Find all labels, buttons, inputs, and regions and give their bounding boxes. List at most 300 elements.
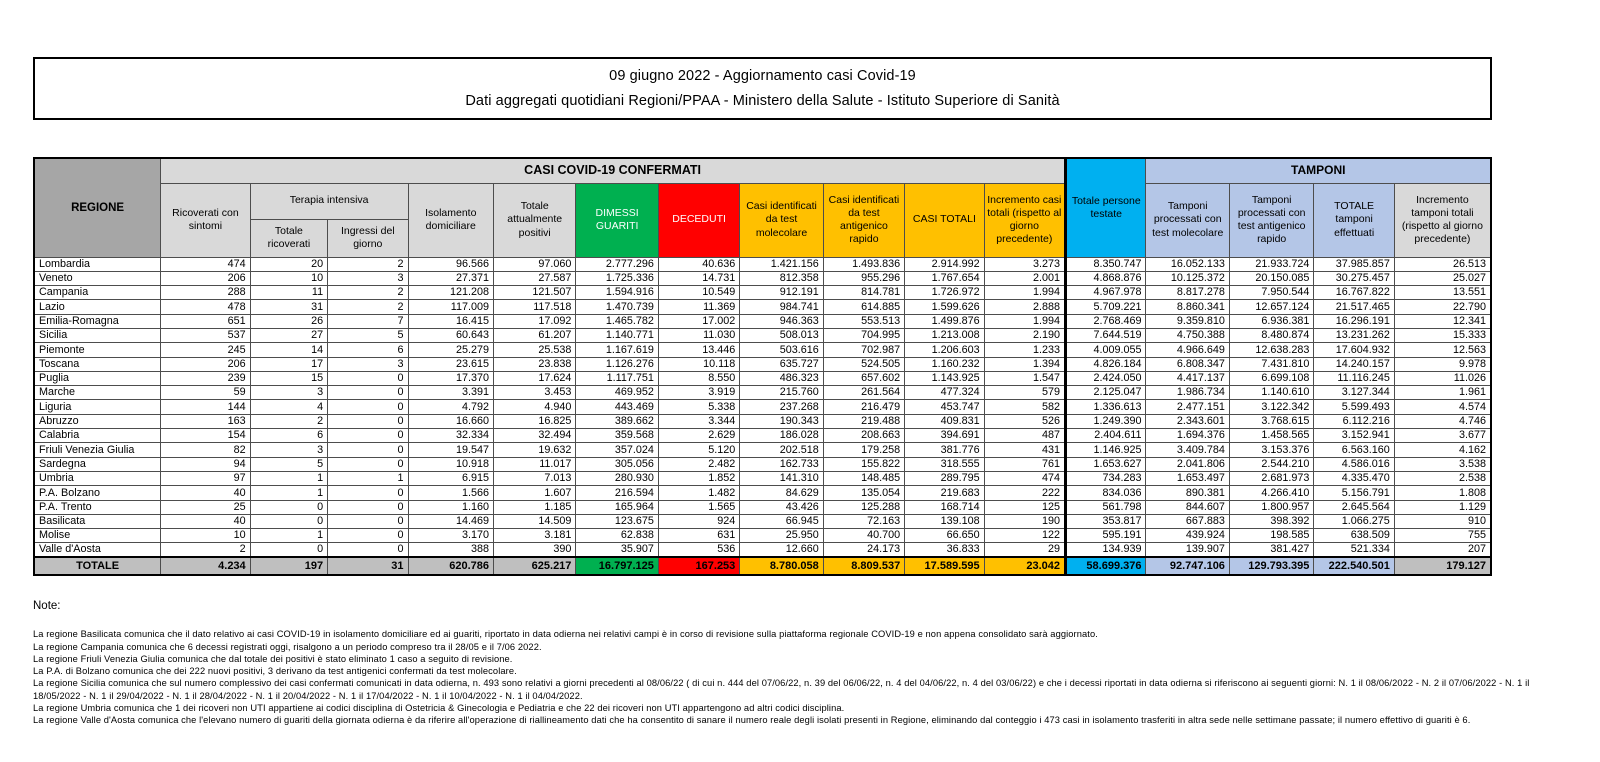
region-name: Piemonte xyxy=(34,343,161,357)
value-cell: 357.024 xyxy=(576,443,658,457)
value-cell: 122 xyxy=(984,529,1065,543)
value-cell: 734.283 xyxy=(1066,471,1146,485)
value-cell: 82 xyxy=(161,443,250,457)
value-cell: 29 xyxy=(984,543,1065,557)
value-cell: 10.125.372 xyxy=(1146,271,1229,285)
value-cell: 168.714 xyxy=(905,500,984,514)
value-cell: 0 xyxy=(328,486,408,500)
column-header-casi-antigenico: Casi identificati da test antigenico rapido xyxy=(823,183,904,257)
value-cell: 10.118 xyxy=(658,357,739,371)
value-cell: 190 xyxy=(984,514,1065,528)
value-cell: 1.994 xyxy=(984,314,1065,328)
value-cell: 31 xyxy=(328,557,408,575)
table-row xyxy=(34,271,1491,285)
value-cell: 10.918 xyxy=(408,457,493,471)
value-cell: 16.797.125 xyxy=(576,557,658,575)
value-cell: 16.825 xyxy=(493,414,575,428)
region-name: Puglia xyxy=(34,371,161,385)
value-cell: 443.469 xyxy=(576,400,658,414)
value-cell: 9.978 xyxy=(1394,357,1491,371)
value-cell: 4.586.016 xyxy=(1314,457,1394,471)
region-name: Sardegna xyxy=(34,457,161,471)
value-cell: 4.266.410 xyxy=(1229,486,1313,500)
value-cell: 1.852 xyxy=(658,471,739,485)
value-cell: 4.417.137 xyxy=(1146,371,1229,385)
value-cell: 9.359.810 xyxy=(1146,314,1229,328)
value-cell: 1.117.751 xyxy=(576,371,658,385)
value-cell: 1.694.376 xyxy=(1146,429,1229,443)
value-cell: 4.826.184 xyxy=(1066,357,1146,371)
value-cell: 5 xyxy=(250,457,327,471)
region-name: Veneto xyxy=(34,271,161,285)
value-cell: 1.482 xyxy=(658,486,739,500)
value-cell: 3 xyxy=(328,357,408,371)
value-cell: 12.657.124 xyxy=(1229,300,1313,314)
value-cell: 844.607 xyxy=(1146,500,1229,514)
value-cell: 1.143.925 xyxy=(905,371,984,385)
value-cell: 5.709.221 xyxy=(1066,300,1146,314)
value-cell: 84.629 xyxy=(740,486,823,500)
value-cell: 5.120 xyxy=(658,443,739,457)
value-cell: 3.768.615 xyxy=(1229,414,1313,428)
value-cell: 117.518 xyxy=(493,300,575,314)
table-row xyxy=(34,314,1491,328)
total-label: TOTALE xyxy=(34,557,161,575)
region-name: Sicilia xyxy=(34,328,161,342)
value-cell: 2.888 xyxy=(984,300,1065,314)
value-cell: 0 xyxy=(328,543,408,557)
value-cell: 394.691 xyxy=(905,429,984,443)
value-cell: 0 xyxy=(328,443,408,457)
table-row xyxy=(34,543,1491,557)
value-cell: 179.258 xyxy=(823,443,904,457)
value-cell: 6 xyxy=(328,343,408,357)
value-cell: 2 xyxy=(328,257,408,271)
value-cell: 755 xyxy=(1394,529,1491,543)
value-cell: 289.795 xyxy=(905,471,984,485)
region-name: Emilia-Romagna xyxy=(34,314,161,328)
table-row xyxy=(34,486,1491,500)
value-cell: 148.485 xyxy=(823,471,904,485)
value-cell: 390 xyxy=(493,543,575,557)
value-cell: 17.002 xyxy=(658,314,739,328)
covid-data-table xyxy=(33,157,1492,576)
value-cell: 409.831 xyxy=(905,414,984,428)
value-cell: 2.645.564 xyxy=(1314,500,1394,514)
value-cell: 190.343 xyxy=(740,414,823,428)
region-name: Campania xyxy=(34,286,161,300)
value-cell: 66.945 xyxy=(740,514,823,528)
value-cell: 3.538 xyxy=(1394,457,1491,471)
value-cell: 526 xyxy=(984,414,1065,428)
value-cell: 2 xyxy=(328,300,408,314)
value-cell: 486.323 xyxy=(740,371,823,385)
value-cell: 812.358 xyxy=(740,271,823,285)
value-cell: 19.632 xyxy=(493,443,575,457)
column-header-positivi: Totale attualmente positivi xyxy=(493,183,575,257)
value-cell: 0 xyxy=(250,500,327,514)
table-row xyxy=(34,328,1491,342)
value-cell: 614.885 xyxy=(823,300,904,314)
value-cell: 8.350.747 xyxy=(1066,257,1146,271)
value-cell: 17.589.595 xyxy=(905,557,984,575)
value-cell: 2.914.992 xyxy=(905,257,984,271)
value-cell: 17.092 xyxy=(493,314,575,328)
value-cell: 3.273 xyxy=(984,257,1065,271)
value-cell: 11.116.245 xyxy=(1314,371,1394,385)
column-header-incremento-casi: Incremento casi totali (rispetto al giorno precedente) xyxy=(984,183,1065,257)
value-cell: 62.838 xyxy=(576,529,658,543)
value-cell: 1 xyxy=(250,471,327,485)
value-cell: 8.817.278 xyxy=(1146,286,1229,300)
note-item: La regione Valle d'Aosta comunica che l'elevano numero di guariti della giornata odierna è da riferire all'operazione di riallineamento dati che ha consentito di sanare il numero reale degli isolati presenti in Regione, eliminando dal conteggio i 473 casi in isolamento trasferiti in altra sede nelle settimane passate; il numero effettivo di guariti è 6. xyxy=(33,715,1471,726)
value-cell: 17.370 xyxy=(408,371,493,385)
value-cell: 582 xyxy=(984,400,1065,414)
value-cell: 702.987 xyxy=(823,343,904,357)
column-header-ti-ingressi: Ingressi del giorno xyxy=(328,219,408,257)
table-row xyxy=(34,357,1491,371)
value-cell: 1.213.008 xyxy=(905,328,984,342)
value-cell: 439.924 xyxy=(1146,529,1229,543)
notes-section xyxy=(33,600,1533,726)
value-cell: 16.660 xyxy=(408,414,493,428)
value-cell: 12.638.283 xyxy=(1229,343,1313,357)
value-cell: 37.985.857 xyxy=(1314,257,1394,271)
value-cell: 97 xyxy=(161,471,250,485)
value-cell: 3.181 xyxy=(493,529,575,543)
value-cell: 10.549 xyxy=(658,286,739,300)
note-item: La regione Friuli Venezia Giulia comunica che dal totale dei positivi è stato eliminato 1 caso a seguito di revisione. xyxy=(33,653,513,664)
value-cell: 2 xyxy=(250,414,327,428)
value-cell: 261.564 xyxy=(823,386,904,400)
value-cell: 27.587 xyxy=(493,271,575,285)
value-cell: 11.026 xyxy=(1394,371,1491,385)
value-cell: 1.126.276 xyxy=(576,357,658,371)
value-cell: 561.798 xyxy=(1066,500,1146,514)
value-cell: 179.127 xyxy=(1394,557,1491,575)
value-cell: 0 xyxy=(328,429,408,443)
value-cell: 5 xyxy=(328,328,408,342)
value-cell: 61.207 xyxy=(493,328,575,342)
value-cell: 595.191 xyxy=(1066,529,1146,543)
value-cell: 1 xyxy=(250,486,327,500)
value-cell: 4.574 xyxy=(1394,400,1491,414)
value-cell: 0 xyxy=(328,386,408,400)
value-cell: 27.371 xyxy=(408,271,493,285)
value-cell: 26.513 xyxy=(1394,257,1491,271)
region-name: Lazio xyxy=(34,300,161,314)
value-cell: 117.009 xyxy=(408,300,493,314)
value-cell: 1 xyxy=(328,471,408,485)
value-cell: 66.650 xyxy=(905,529,984,543)
value-cell: 2.629 xyxy=(658,429,739,443)
value-cell: 3.677 xyxy=(1394,429,1491,443)
value-cell: 129.793.395 xyxy=(1229,557,1313,575)
value-cell: 141.310 xyxy=(740,471,823,485)
value-cell: 704.995 xyxy=(823,328,904,342)
value-cell: 474 xyxy=(161,257,250,271)
value-cell: 1.160.232 xyxy=(905,357,984,371)
value-cell: 23.838 xyxy=(493,357,575,371)
value-cell: 0 xyxy=(328,371,408,385)
region-name: Umbria xyxy=(34,471,161,485)
value-cell: 1.594.916 xyxy=(576,286,658,300)
value-cell: 4.940 xyxy=(493,400,575,414)
value-cell: 8.550 xyxy=(658,371,739,385)
value-cell: 5.599.493 xyxy=(1314,400,1394,414)
value-cell: 1.493.836 xyxy=(823,257,904,271)
value-cell: 167.253 xyxy=(658,557,739,575)
value-cell: 1.566 xyxy=(408,486,493,500)
value-cell: 6.915 xyxy=(408,471,493,485)
value-cell: 814.781 xyxy=(823,286,904,300)
value-cell: 198.585 xyxy=(1229,529,1313,543)
value-cell: 6 xyxy=(250,429,327,443)
value-cell: 912.191 xyxy=(740,286,823,300)
value-cell: 17.604.932 xyxy=(1314,343,1394,357)
column-header-deceduti: DECEDUTI xyxy=(658,183,739,257)
note-item: La regione Campania comunica che 6 decessi registrati oggi, risalgono a un periodo compreso tra il 28/05 e il 7/06 2022. xyxy=(33,641,542,652)
value-cell: 3.391 xyxy=(408,386,493,400)
value-cell: 1.653.497 xyxy=(1146,471,1229,485)
value-cell: 2 xyxy=(161,543,250,557)
value-cell: 1.140.610 xyxy=(1229,386,1313,400)
note-item: La regione Sicilia comunica che sul numero complessivo dei casi confermati comunicati in data odierna, n. 493 sono relativi a giorni precedenti al 08/06/22 ( di cui n. 444 del 07/06/22, n. 39 del 06/06/22, n. 4 del 04/06/22, n. 4 del 03/06/22) e che i decessi riportati in data odierna si riferiscono ai seguenti giorni: N. 1 il 08/06/2022 - N. 2 il 07/06/2022 - N. 1 il 18/05/2022 - N. 1 il 29/04/2022 - N. 1 il 28/04/2022 - N. 1 il 20/04/2022 - N. 1 il 17/04/2022 - N. 1 il 10/04/2022 - N. 1 il 04/04/2022. xyxy=(33,678,1530,701)
value-cell: 165.964 xyxy=(576,500,658,514)
value-cell: 12.660 xyxy=(740,543,823,557)
value-cell: 216.479 xyxy=(823,400,904,414)
value-cell: 631 xyxy=(658,529,739,543)
value-cell: 984.741 xyxy=(740,300,823,314)
value-cell: 4.234 xyxy=(161,557,250,575)
column-header-casi-molecolare: Casi identificati da test molecolare xyxy=(740,183,823,257)
value-cell: 1.066.275 xyxy=(1314,514,1394,528)
value-cell: 667.883 xyxy=(1146,514,1229,528)
value-cell: 2.404.611 xyxy=(1066,429,1146,443)
value-cell: 4 xyxy=(250,400,327,414)
value-cell: 0 xyxy=(328,500,408,514)
value-cell: 4.792 xyxy=(408,400,493,414)
value-cell: 3 xyxy=(250,386,327,400)
table-header xyxy=(34,158,1491,257)
value-cell: 14.731 xyxy=(658,271,739,285)
value-cell: 16.767.822 xyxy=(1314,286,1394,300)
value-cell: 96.566 xyxy=(408,257,493,271)
table-row xyxy=(34,529,1491,543)
value-cell: 25.950 xyxy=(740,529,823,543)
value-cell: 4.162 xyxy=(1394,443,1491,457)
value-cell: 15 xyxy=(250,371,327,385)
value-cell: 215.760 xyxy=(740,386,823,400)
value-cell: 25.538 xyxy=(493,343,575,357)
value-cell: 207 xyxy=(1394,543,1491,557)
value-cell: 21.933.724 xyxy=(1229,257,1313,271)
value-cell: 135.054 xyxy=(823,486,904,500)
value-cell: 1.185 xyxy=(493,500,575,514)
value-cell: 453.747 xyxy=(905,400,984,414)
value-cell: 58.699.376 xyxy=(1066,557,1146,575)
value-cell: 0 xyxy=(328,514,408,528)
value-cell: 11.017 xyxy=(493,457,575,471)
value-cell: 537 xyxy=(161,328,250,342)
value-cell: 24.173 xyxy=(823,543,904,557)
report-page xyxy=(33,0,1530,727)
value-cell: 0 xyxy=(328,414,408,428)
value-cell: 12.341 xyxy=(1394,314,1491,328)
value-cell: 1.653.627 xyxy=(1066,457,1146,471)
value-cell: 97.060 xyxy=(493,257,575,271)
column-header-tamponi-molecolare: Tamponi processati con test molecolare xyxy=(1146,183,1229,257)
title-box xyxy=(33,57,1492,120)
value-cell: 139.907 xyxy=(1146,543,1229,557)
value-cell: 206 xyxy=(161,271,250,285)
value-cell: 12.563 xyxy=(1394,343,1491,357)
value-cell: 202.518 xyxy=(740,443,823,457)
column-header-guariti: DIMESSI GUARITI xyxy=(576,183,658,257)
value-cell: 0 xyxy=(328,529,408,543)
group-header-tamponi: TAMPONI xyxy=(1146,158,1491,183)
column-header-casi-totali: CASI TOTALI xyxy=(905,183,984,257)
value-cell: 4.966.649 xyxy=(1146,343,1229,357)
value-cell: 27 xyxy=(250,328,327,342)
value-cell: 474 xyxy=(984,471,1065,485)
value-cell: 1.565 xyxy=(658,500,739,514)
value-cell: 3.127.344 xyxy=(1314,386,1394,400)
value-cell: 2.343.601 xyxy=(1146,414,1229,428)
column-header-tamponi-antigenico: Tamponi processati con test antigenico rapido xyxy=(1229,183,1313,257)
value-cell: 10 xyxy=(250,271,327,285)
value-cell: 13.551 xyxy=(1394,286,1491,300)
value-cell: 162.733 xyxy=(740,457,823,471)
value-cell: 1 xyxy=(250,529,327,543)
value-cell: 7 xyxy=(328,314,408,328)
value-cell: 25.027 xyxy=(1394,271,1491,285)
value-cell: 0 xyxy=(328,400,408,414)
table-row xyxy=(34,400,1491,414)
value-cell: 5.156.791 xyxy=(1314,486,1394,500)
value-cell: 3 xyxy=(250,443,327,457)
value-cell: 890.381 xyxy=(1146,486,1229,500)
value-cell: 4.335.470 xyxy=(1314,471,1394,485)
value-cell: 237.268 xyxy=(740,400,823,414)
value-cell: 359.568 xyxy=(576,429,658,443)
table-row xyxy=(34,300,1491,314)
value-cell: 11.030 xyxy=(658,328,739,342)
value-cell: 924 xyxy=(658,514,739,528)
value-cell: 1.961 xyxy=(1394,386,1491,400)
value-cell: 579 xyxy=(984,386,1065,400)
value-cell: 536 xyxy=(658,543,739,557)
value-cell: 8.480.874 xyxy=(1229,328,1313,342)
region-name: Friuli Venezia Giulia xyxy=(34,443,161,457)
value-cell: 1.206.603 xyxy=(905,343,984,357)
value-cell: 651 xyxy=(161,314,250,328)
value-cell: 31 xyxy=(250,300,327,314)
value-cell: 398.392 xyxy=(1229,514,1313,528)
value-cell: 197 xyxy=(250,557,327,575)
value-cell: 1.336.613 xyxy=(1066,400,1146,414)
value-cell: 22.790 xyxy=(1394,300,1491,314)
value-cell: 8.780.058 xyxy=(740,557,823,575)
value-cell: 2.001 xyxy=(984,271,1065,285)
value-cell: 2.538 xyxy=(1394,471,1491,485)
value-cell: 388 xyxy=(408,543,493,557)
value-cell: 30.275.457 xyxy=(1314,271,1394,285)
value-cell: 163 xyxy=(161,414,250,428)
value-cell: 92.747.106 xyxy=(1146,557,1229,575)
value-cell: 469.952 xyxy=(576,386,658,400)
table-row xyxy=(34,343,1491,357)
value-cell: 4.009.055 xyxy=(1066,343,1146,357)
value-cell: 6.936.381 xyxy=(1229,314,1313,328)
table-row xyxy=(34,471,1491,485)
value-cell: 10 xyxy=(161,529,250,543)
value-cell: 20 xyxy=(250,257,327,271)
value-cell: 3.153.376 xyxy=(1229,443,1313,457)
report-subtitle: Dati aggregati quotidiani Regioni/PPAA - Ministero della Salute - Istituto Superiore di Sanità xyxy=(465,93,1060,109)
value-cell: 155.822 xyxy=(823,457,904,471)
value-cell: 1.129 xyxy=(1394,500,1491,514)
value-cell: 1.249.390 xyxy=(1066,414,1146,428)
value-cell: 14.240.157 xyxy=(1314,357,1394,371)
region-name: Calabria xyxy=(34,429,161,443)
value-cell: 487 xyxy=(984,429,1065,443)
value-cell: 216.594 xyxy=(576,486,658,500)
value-cell: 1.599.626 xyxy=(905,300,984,314)
value-cell: 834.036 xyxy=(1066,486,1146,500)
value-cell: 36.833 xyxy=(905,543,984,557)
value-cell: 910 xyxy=(1394,514,1491,528)
value-cell: 3.152.941 xyxy=(1314,429,1394,443)
group-header-terapia-intensiva: Terapia intensiva xyxy=(250,183,408,219)
value-cell: 0 xyxy=(328,457,408,471)
report-title: 09 giugno 2022 - Aggiornamento casi Covid-19 xyxy=(609,68,916,84)
value-cell: 3.170 xyxy=(408,529,493,543)
value-cell: 1.458.565 xyxy=(1229,429,1313,443)
note-item: La regione Umbria comunica che 1 dei ricoveri non UTI appartiene ai codici disciplina di Ostetricia & Ginecologia e Pediatria e che 22 dei ricoveri non UTI appartengono ad altri codici disciplina. xyxy=(33,703,845,714)
value-cell: 0 xyxy=(250,543,327,557)
value-cell: 6.808.347 xyxy=(1146,357,1229,371)
value-cell: 206 xyxy=(161,357,250,371)
value-cell: 2.482 xyxy=(658,457,739,471)
table-row xyxy=(34,371,1491,385)
value-cell: 13.446 xyxy=(658,343,739,357)
value-cell: 635.727 xyxy=(740,357,823,371)
value-cell: 222.540.501 xyxy=(1314,557,1394,575)
value-cell: 7.013 xyxy=(493,471,575,485)
value-cell: 3.453 xyxy=(493,386,575,400)
value-cell: 2.777.296 xyxy=(576,257,658,271)
value-cell: 2 xyxy=(328,286,408,300)
value-cell: 318.555 xyxy=(905,457,984,471)
value-cell: 17.624 xyxy=(493,371,575,385)
value-cell: 8.860.341 xyxy=(1146,300,1229,314)
table-row xyxy=(34,257,1491,271)
value-cell: 11.369 xyxy=(658,300,739,314)
column-header-ti-totale: Totale ricoverati xyxy=(250,219,327,257)
value-cell: 2.544.210 xyxy=(1229,457,1313,471)
value-cell: 208.663 xyxy=(823,429,904,443)
column-header-regione: REGIONE xyxy=(34,158,161,257)
value-cell: 5.338 xyxy=(658,400,739,414)
value-cell: 23.615 xyxy=(408,357,493,371)
value-cell: 121.208 xyxy=(408,286,493,300)
value-cell: 40.700 xyxy=(823,529,904,543)
value-cell: 1.160 xyxy=(408,500,493,514)
region-name: Abruzzo xyxy=(34,414,161,428)
value-cell: 19.547 xyxy=(408,443,493,457)
value-cell: 1.547 xyxy=(984,371,1065,385)
